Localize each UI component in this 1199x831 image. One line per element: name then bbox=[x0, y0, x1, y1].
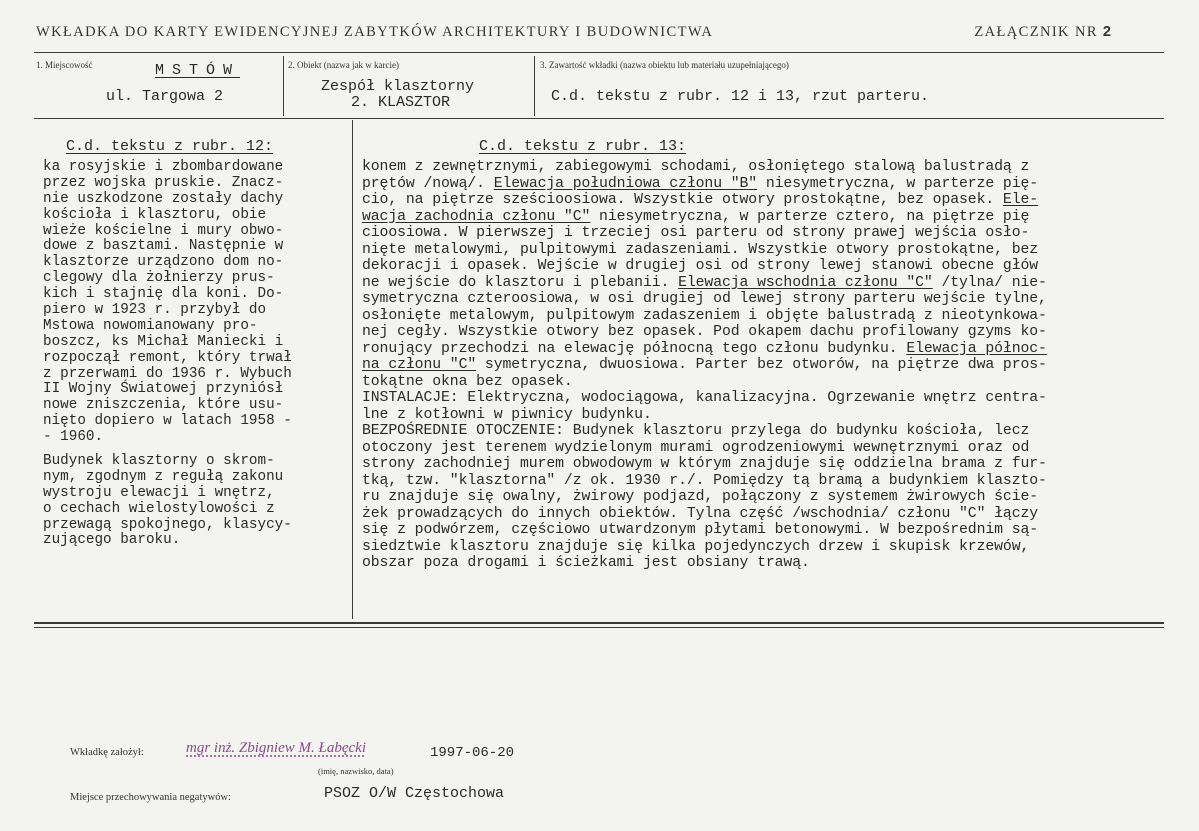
created-date: 1997-06-20 bbox=[430, 745, 515, 761]
left-text-line: nie uszkodzone zostały dachy bbox=[43, 190, 284, 207]
right-text-line bbox=[362, 242, 1047, 259]
text-segment: symetryczna, dwuosiowa. Parter bez otworów, na piętrze dwa pros- bbox=[476, 357, 1047, 373]
left-text-line: clegowy dla żołnierzy prus- bbox=[43, 270, 275, 287]
right-text-line bbox=[362, 341, 1047, 358]
right-text-line bbox=[362, 225, 1047, 242]
surroundings-line: siedztwie klasztoru znajduje się kilka pojedynczych drzew i skupisk krzewów, bbox=[362, 538, 1030, 555]
text-segment: nięte metalowymi, pulpitowymi zadaszeniami. Wszystkie otwory prostokątne, bez bbox=[362, 241, 1039, 258]
column-divider bbox=[352, 120, 353, 619]
left-text-line: wieże kościelne i mury obwo- bbox=[43, 222, 284, 239]
left-text-line: zującego baroku. bbox=[43, 532, 181, 549]
left-text-line: z przerwami do 1936 r. Wybuch bbox=[43, 365, 292, 382]
right-text-line bbox=[362, 308, 1047, 325]
underlined-phrase: Elewacja północ- bbox=[906, 340, 1047, 357]
surroundings-line: otoczony jest terenem wydzielonym murami ogrodzeniowymi wewnętrznymi oraz od bbox=[362, 439, 1030, 456]
field-content-value: C.d. tekstu z rubr. 12 i 13, rzut parteru. bbox=[551, 88, 930, 105]
right-text-line bbox=[362, 176, 1047, 193]
field-divider-1 bbox=[283, 56, 284, 116]
field-object-label: 2. Obiekt (nazwa jak w karcie) bbox=[288, 60, 399, 70]
right-text-line bbox=[362, 209, 1047, 226]
installations-line: INSTALACJE: Elektryczna, wodociągowa, kanalizacyjna. Ogrzewanie wnętrz centra- bbox=[362, 390, 1047, 406]
annex-label bbox=[974, 24, 1111, 41]
field-object-line2: 2. KLASZTOR bbox=[351, 94, 451, 111]
installations-line: lne z kotłowni w piwnicy budynku. bbox=[362, 406, 652, 423]
right-text-line bbox=[362, 159, 1047, 176]
text-segment: prętów /nową/. bbox=[362, 175, 494, 192]
bottom-rule-2 bbox=[34, 627, 1164, 628]
text-segment: dekoracji i opasek. Wejście w drugiej osi od strony lewej stanowi obecne głów bbox=[362, 258, 1039, 274]
form-title: WKŁADKA DO KARTY EWIDENCYJNEJ ZABYTKÓW ARCHITEKTURY I BUDOWNICTWA bbox=[36, 24, 714, 40]
underlined-phrase: Elewacja południowa członu "B" bbox=[493, 175, 758, 192]
left-text-line: Mstowa nowomianowany pro- bbox=[43, 317, 258, 334]
left-column-text bbox=[43, 160, 292, 549]
annex-number: 2 bbox=[1102, 24, 1111, 40]
right-text-line bbox=[362, 258, 1047, 275]
text-segment: nej cegły. Wszystkie otwory bez opasek. Pod okapem dachu profilowany gzyms ko- bbox=[362, 324, 1047, 340]
right-text-line bbox=[362, 324, 1047, 341]
text-segment: cio, na piętrze sześcioosiowa. Wszystkie otwory prostokątne, bez opasek. bbox=[362, 192, 1003, 208]
left-text-line: - 1960. bbox=[43, 429, 104, 446]
left-text-line: o cechach wielostylowości z bbox=[43, 500, 275, 517]
underlined-phrase: wacja zachodnia członu "C" bbox=[362, 208, 591, 225]
author-signature: mgr inż. Zbigniew M. Łabęcki bbox=[186, 740, 366, 756]
field-divider-2 bbox=[534, 56, 535, 116]
right-column-text bbox=[362, 159, 1047, 572]
text-segment: niesymetryczna, w parterze cztero, na piętrze pię bbox=[590, 208, 1030, 225]
left-text-line: Budynek klasztorny o skrom- bbox=[43, 453, 275, 470]
text-segment: tokątne okna bez opasek. bbox=[362, 373, 573, 390]
underlined-phrase: Ele- bbox=[1002, 192, 1039, 208]
right-text-line bbox=[362, 374, 1047, 391]
left-text-line: nym, zgodnym z regułą zakonu bbox=[43, 468, 284, 485]
text-segment: osłonięte metalowym, pulpitowym zadaszeniem i objęte balustradą z nieotynkowa- bbox=[362, 307, 1047, 324]
text-segment: ne wejście do klasztoru i plebanii. bbox=[362, 274, 679, 291]
surroundings-line: strony zachodniej murem obwodowym w którym znajduje się oddzielna brama z fur- bbox=[362, 456, 1047, 472]
left-text-line: II Wojny Światowej przyniósł bbox=[43, 381, 284, 398]
created-by-label: Wkładkę założył: bbox=[70, 747, 144, 758]
left-text-line: klasztorze urządzono dom no- bbox=[43, 254, 284, 271]
field-street-value: ul. Targowa 2 bbox=[106, 88, 224, 105]
created-caption: (imię, nazwisko, data) bbox=[318, 766, 394, 776]
text-segment: ronujący przechodzi na elewację północną tego członu budynku. bbox=[362, 340, 907, 357]
underlined-phrase: na członu "C" bbox=[362, 357, 477, 373]
header-rule-bottom bbox=[34, 118, 1164, 119]
surroundings-line: BEZPOŚREDNIE OTOCZENIE: Budynek klasztoru przylega do budynku kościoła, lecz bbox=[362, 423, 1030, 439]
right-text-line bbox=[362, 275, 1047, 292]
bottom-rule-1 bbox=[34, 622, 1164, 624]
underlined-phrase: Elewacja wschodnia członu "C" bbox=[678, 274, 933, 291]
right-text-line bbox=[362, 192, 1047, 209]
left-text-line: wystroju elewacji i wnętrz, bbox=[43, 484, 275, 501]
left-text-line: ka rosyjskie i zbombardowane bbox=[43, 159, 284, 175]
surroundings-line: się z podwórzem, częściowo utwardzonym płytami betonowymi. W bezpośrednim są- bbox=[362, 522, 1039, 538]
left-text-line: przewagą spokojnego, klasycy- bbox=[43, 516, 292, 533]
text-segment: /tylna/ nie- bbox=[932, 274, 1047, 291]
left-heading: C.d. tekstu z rubr. 12: bbox=[66, 138, 274, 155]
left-text-line: nięto dopiero w latach 1958 - bbox=[43, 413, 292, 430]
storage-value: PSOZ O/W Częstochowa bbox=[324, 785, 505, 802]
right-text-line bbox=[362, 357, 1047, 374]
left-text-line: dowe z basztami. Następnie w bbox=[43, 238, 284, 255]
left-text-line: piero w 1923 r. przybył do bbox=[43, 302, 267, 319]
field-content-label: 3. Zawartość wkładki (nazwa obiektu lub materiału uzupełniającego) bbox=[540, 60, 789, 70]
left-text-line: przez wojska pruskie. Znacz- bbox=[43, 174, 284, 191]
text-segment: symetryczna czteroosiowa, w osi drugiej od lewej strony parteru wejście tylne, bbox=[362, 291, 1047, 307]
annex-prefix: ZAŁĄCZNIK NR bbox=[974, 24, 1098, 40]
field-place-value: MSTÓW bbox=[155, 62, 241, 79]
header-rule-top bbox=[34, 52, 1164, 53]
left-text-line: kościoła i klasztoru, obie bbox=[43, 206, 267, 223]
left-text-line: kich i stajnię dla koni. Do- bbox=[43, 286, 284, 303]
field-place-label: 1. Miejscowość bbox=[36, 60, 93, 70]
right-heading: C.d. tekstu z rubr. 13: bbox=[479, 138, 687, 155]
left-text-line: boszcz, ks Michał Maniecki i bbox=[43, 333, 284, 350]
field-object-line1: Zespół klasztorny bbox=[321, 78, 475, 95]
right-text-line bbox=[362, 291, 1047, 308]
left-text-line: nowe zniszczenia, które usu- bbox=[43, 397, 284, 414]
surroundings-line: ru znajduje się owalny, żwirowy podjazd, połączony z systemem żwirowych ście- bbox=[362, 489, 1039, 505]
surroundings-line: tką, tzw. "klasztorna" /z ok. 1930 r./. Pomiędzy tą bramą a budynkiem klaszto- bbox=[362, 472, 1047, 489]
text-segment: niesymetryczna, w parterze pię- bbox=[757, 175, 1039, 192]
left-text-line: rozpoczął remont, który trwał bbox=[43, 349, 292, 366]
surroundings-line: obszar poza drogami i ścieżkami jest obsiany trawą. bbox=[362, 555, 810, 571]
text-segment: cioosiowa. W pierwszej i trzeciej osi parteru od strony prawej wejścia osło- bbox=[362, 225, 1030, 241]
storage-label: Miejsce przechowywania negatywów: bbox=[70, 792, 231, 803]
text-segment: konem z zewnętrznymi, zabiegowymi schodami, osłoniętego stalową balustradą z bbox=[362, 159, 1030, 175]
surroundings-line: żek prowadzących do innych obiektów. Tylna część /wschodnia/ członu "C" łączy bbox=[362, 505, 1039, 522]
